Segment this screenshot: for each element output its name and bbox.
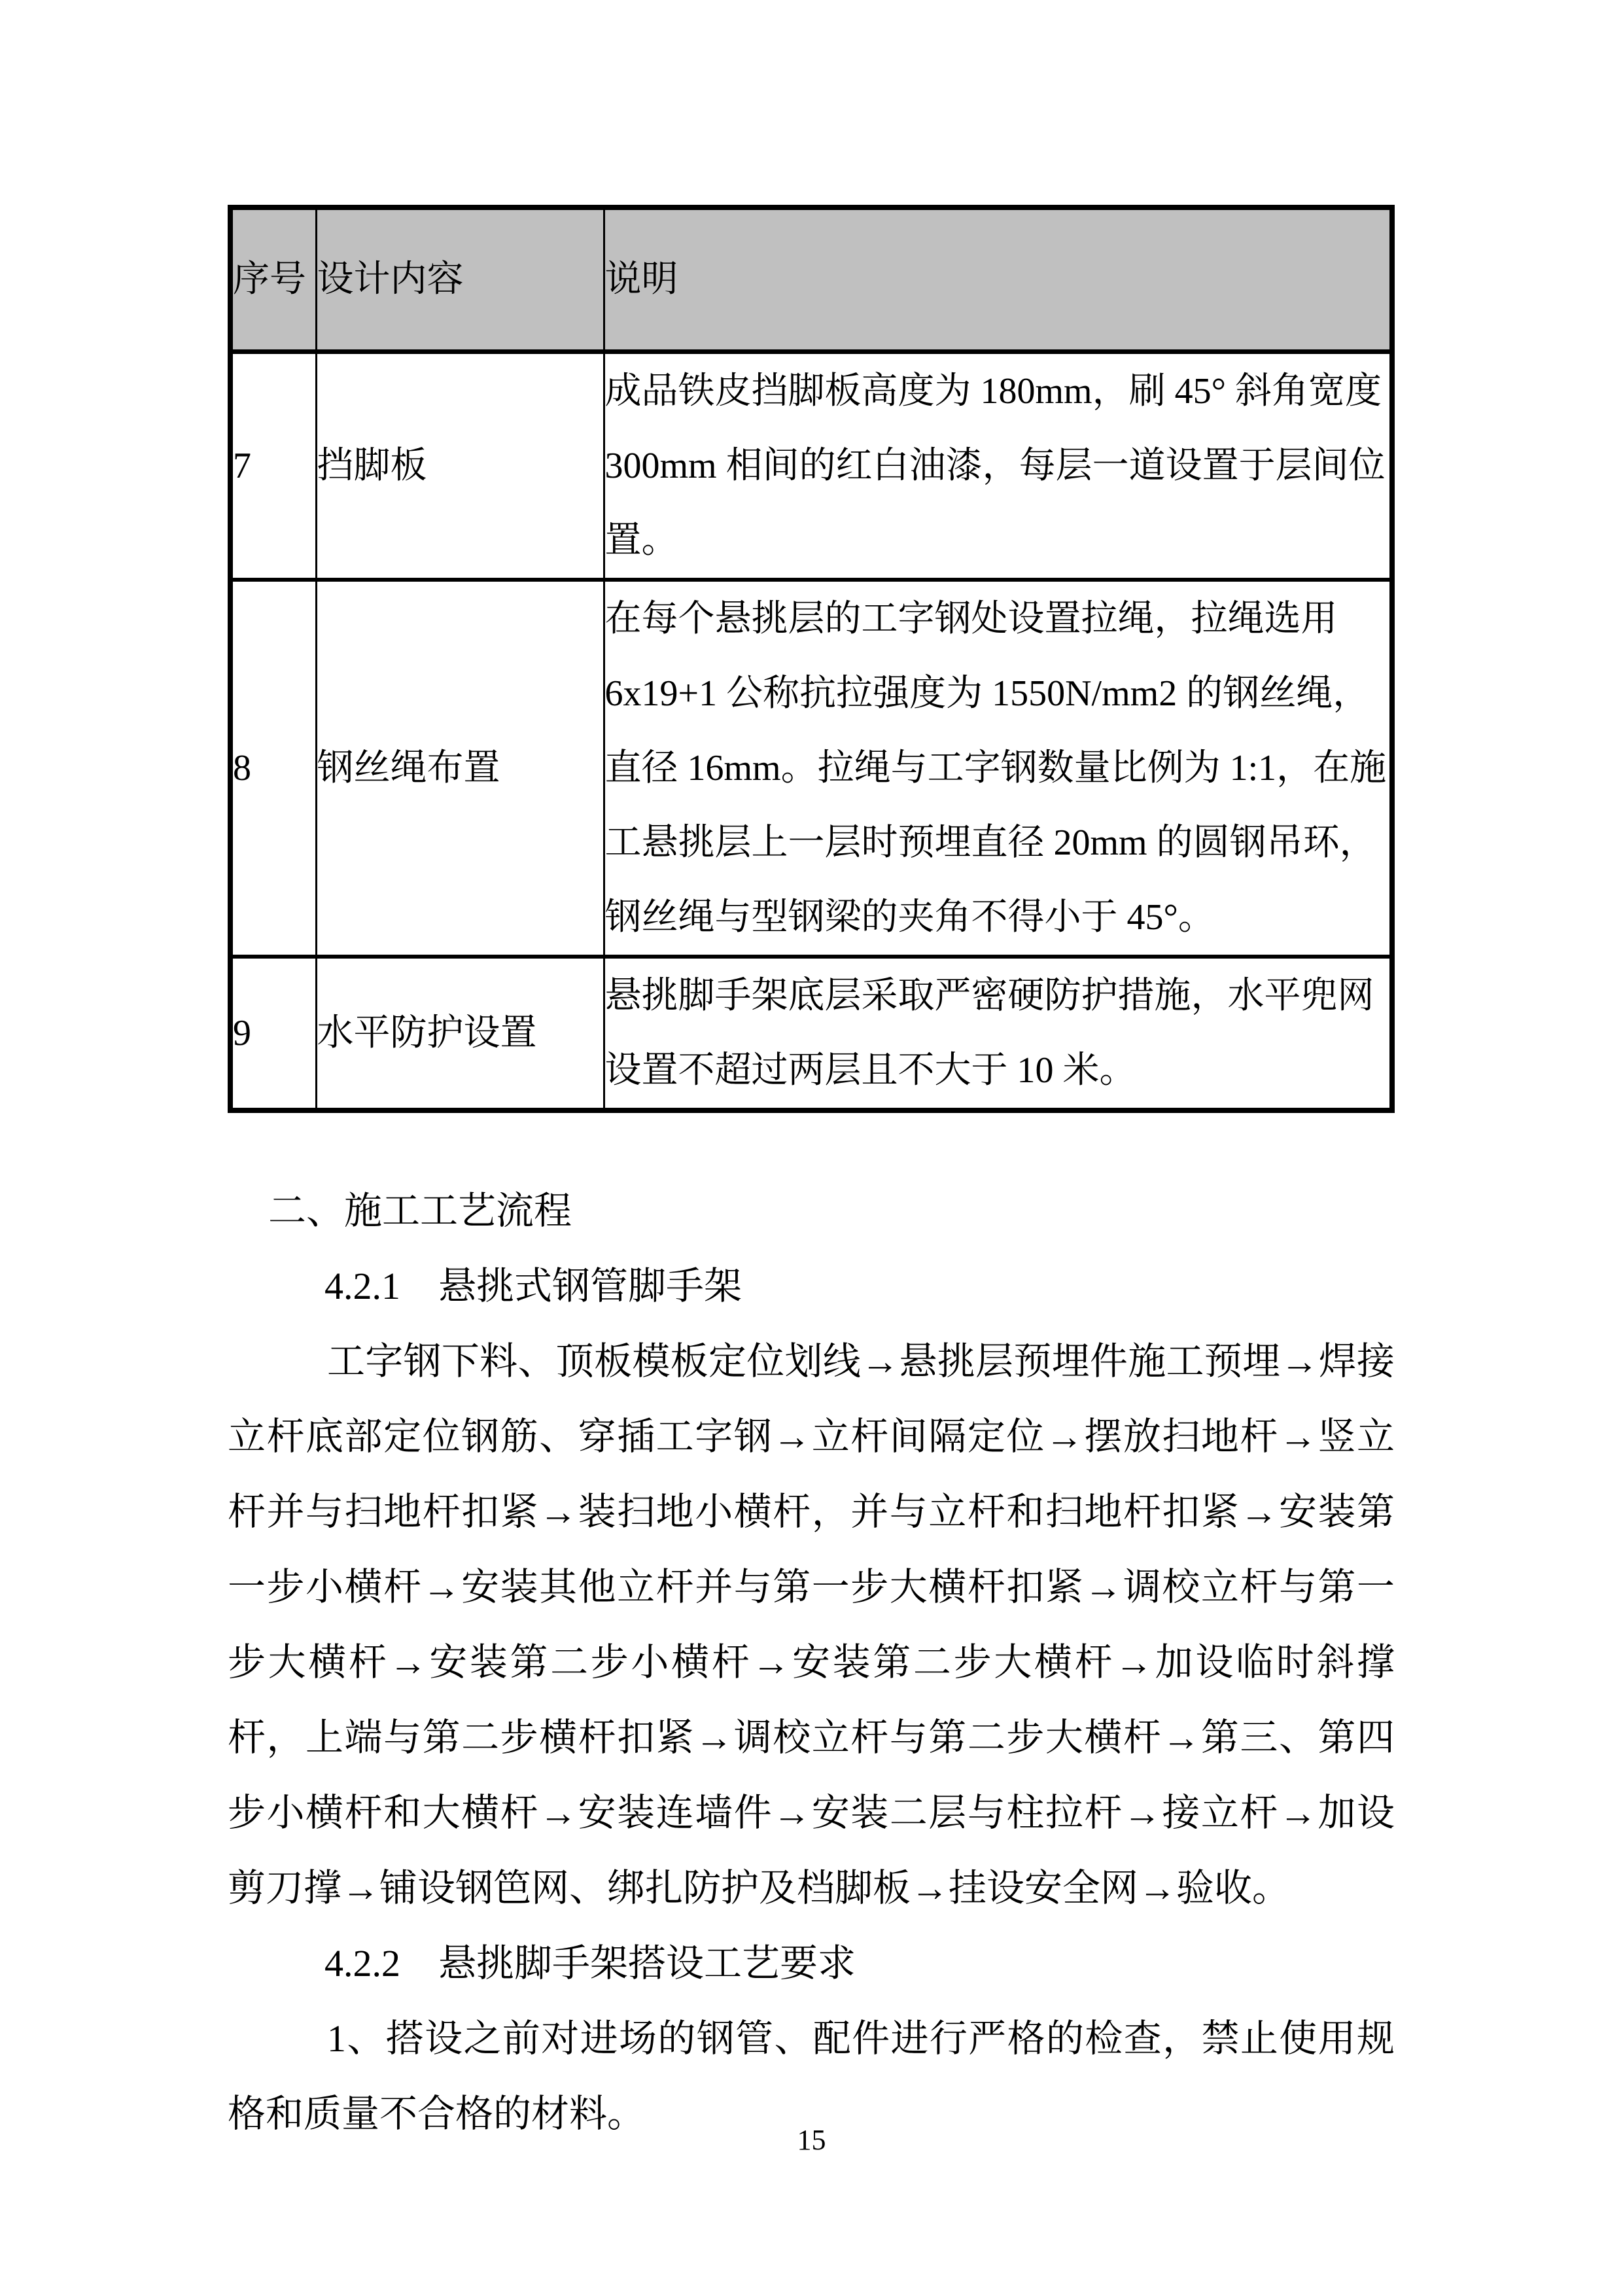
row-description: 在每个悬挑层的工字钢处设置拉绳，拉绳选用 6x19+1 公称抗拉强度为 1550N/mm2 的钢丝绳，直径 16mm。拉绳与工字钢数量比例为 1:1，在施工悬挑层上一层时预埋直径 20mm 的圆钢吊环，钢丝绳与型钢梁的夹角不得小于 45°。 (604, 580, 1392, 957)
sub-heading-4-2-1: 4.2.1 悬挑式钢管脚手架 (324, 1264, 742, 1307)
row-description: 悬挑脚手架底层采取严密硬防护措施，水平兜网设置不超过两层且不大于 10 米。 (604, 957, 1392, 1110)
row-design-content: 挡脚板 (316, 351, 604, 580)
row-design-content: 水平防护设置 (316, 957, 604, 1110)
header-cell-description: 说明 (604, 207, 1392, 351)
header-cell-design-content: 设计内容 (316, 207, 604, 351)
sub-heading-4-2-2: 4.2.2 悬挑脚手架搭设工艺要求 (324, 1941, 856, 1985)
content-area (228, 205, 1395, 2151)
table-row (230, 580, 1392, 957)
table-row (230, 351, 1392, 580)
header-cell-no: 序号 (230, 207, 316, 351)
row-no: 8 (230, 580, 316, 957)
table-row (230, 957, 1392, 1110)
section-heading: 二、施工工艺流程 (268, 1189, 572, 1232)
requirement-item-paragraph: 1、搭设之前对进场的钢管、配件进行严格的检查，禁止使用规格和质量不合格的材料。 (228, 2017, 1395, 2135)
row-no: 7 (230, 351, 316, 580)
row-no: 9 (230, 957, 316, 1110)
design-table (228, 205, 1395, 1113)
row-description: 成品铁皮挡脚板高度为 180mm，刷 45° 斜角宽度 300mm 相间的红白油漆，每层一道设置于层间位置。 (604, 351, 1392, 580)
process-flow-paragraph: 工字钢下料、顶板模板定位划线→悬挑层预埋件施工预埋→焊接立杆底部定位钢筋、穿插工字钢→立杆间隔定位→摆放扫地杆→竖立杆并与扫地杆扣紧→装扫地小横杆，并与立杆和扫地杆扣紧→安装第一步小横杆→安装其他立杆并与第一步大横杆扣紧→调校立杆与第一步大横杆→安装第二步小横杆→安装第二步大横杆→加设临时斜撑杆，上端与第二步横杆扣紧→调校立杆与第二步大横杆→第三、第四步小横杆和大横杆→安装连墙件→安装二层与柱拉杆→接立杆→加设剪刀撑→铺设钢笆网、绑扎防护及档脚板→挂设安全网→验收。 (228, 1339, 1395, 1909)
table-header-row (230, 207, 1392, 351)
page-number: 15 (797, 2124, 826, 2156)
row-design-content: 钢丝绳布置 (316, 580, 604, 957)
